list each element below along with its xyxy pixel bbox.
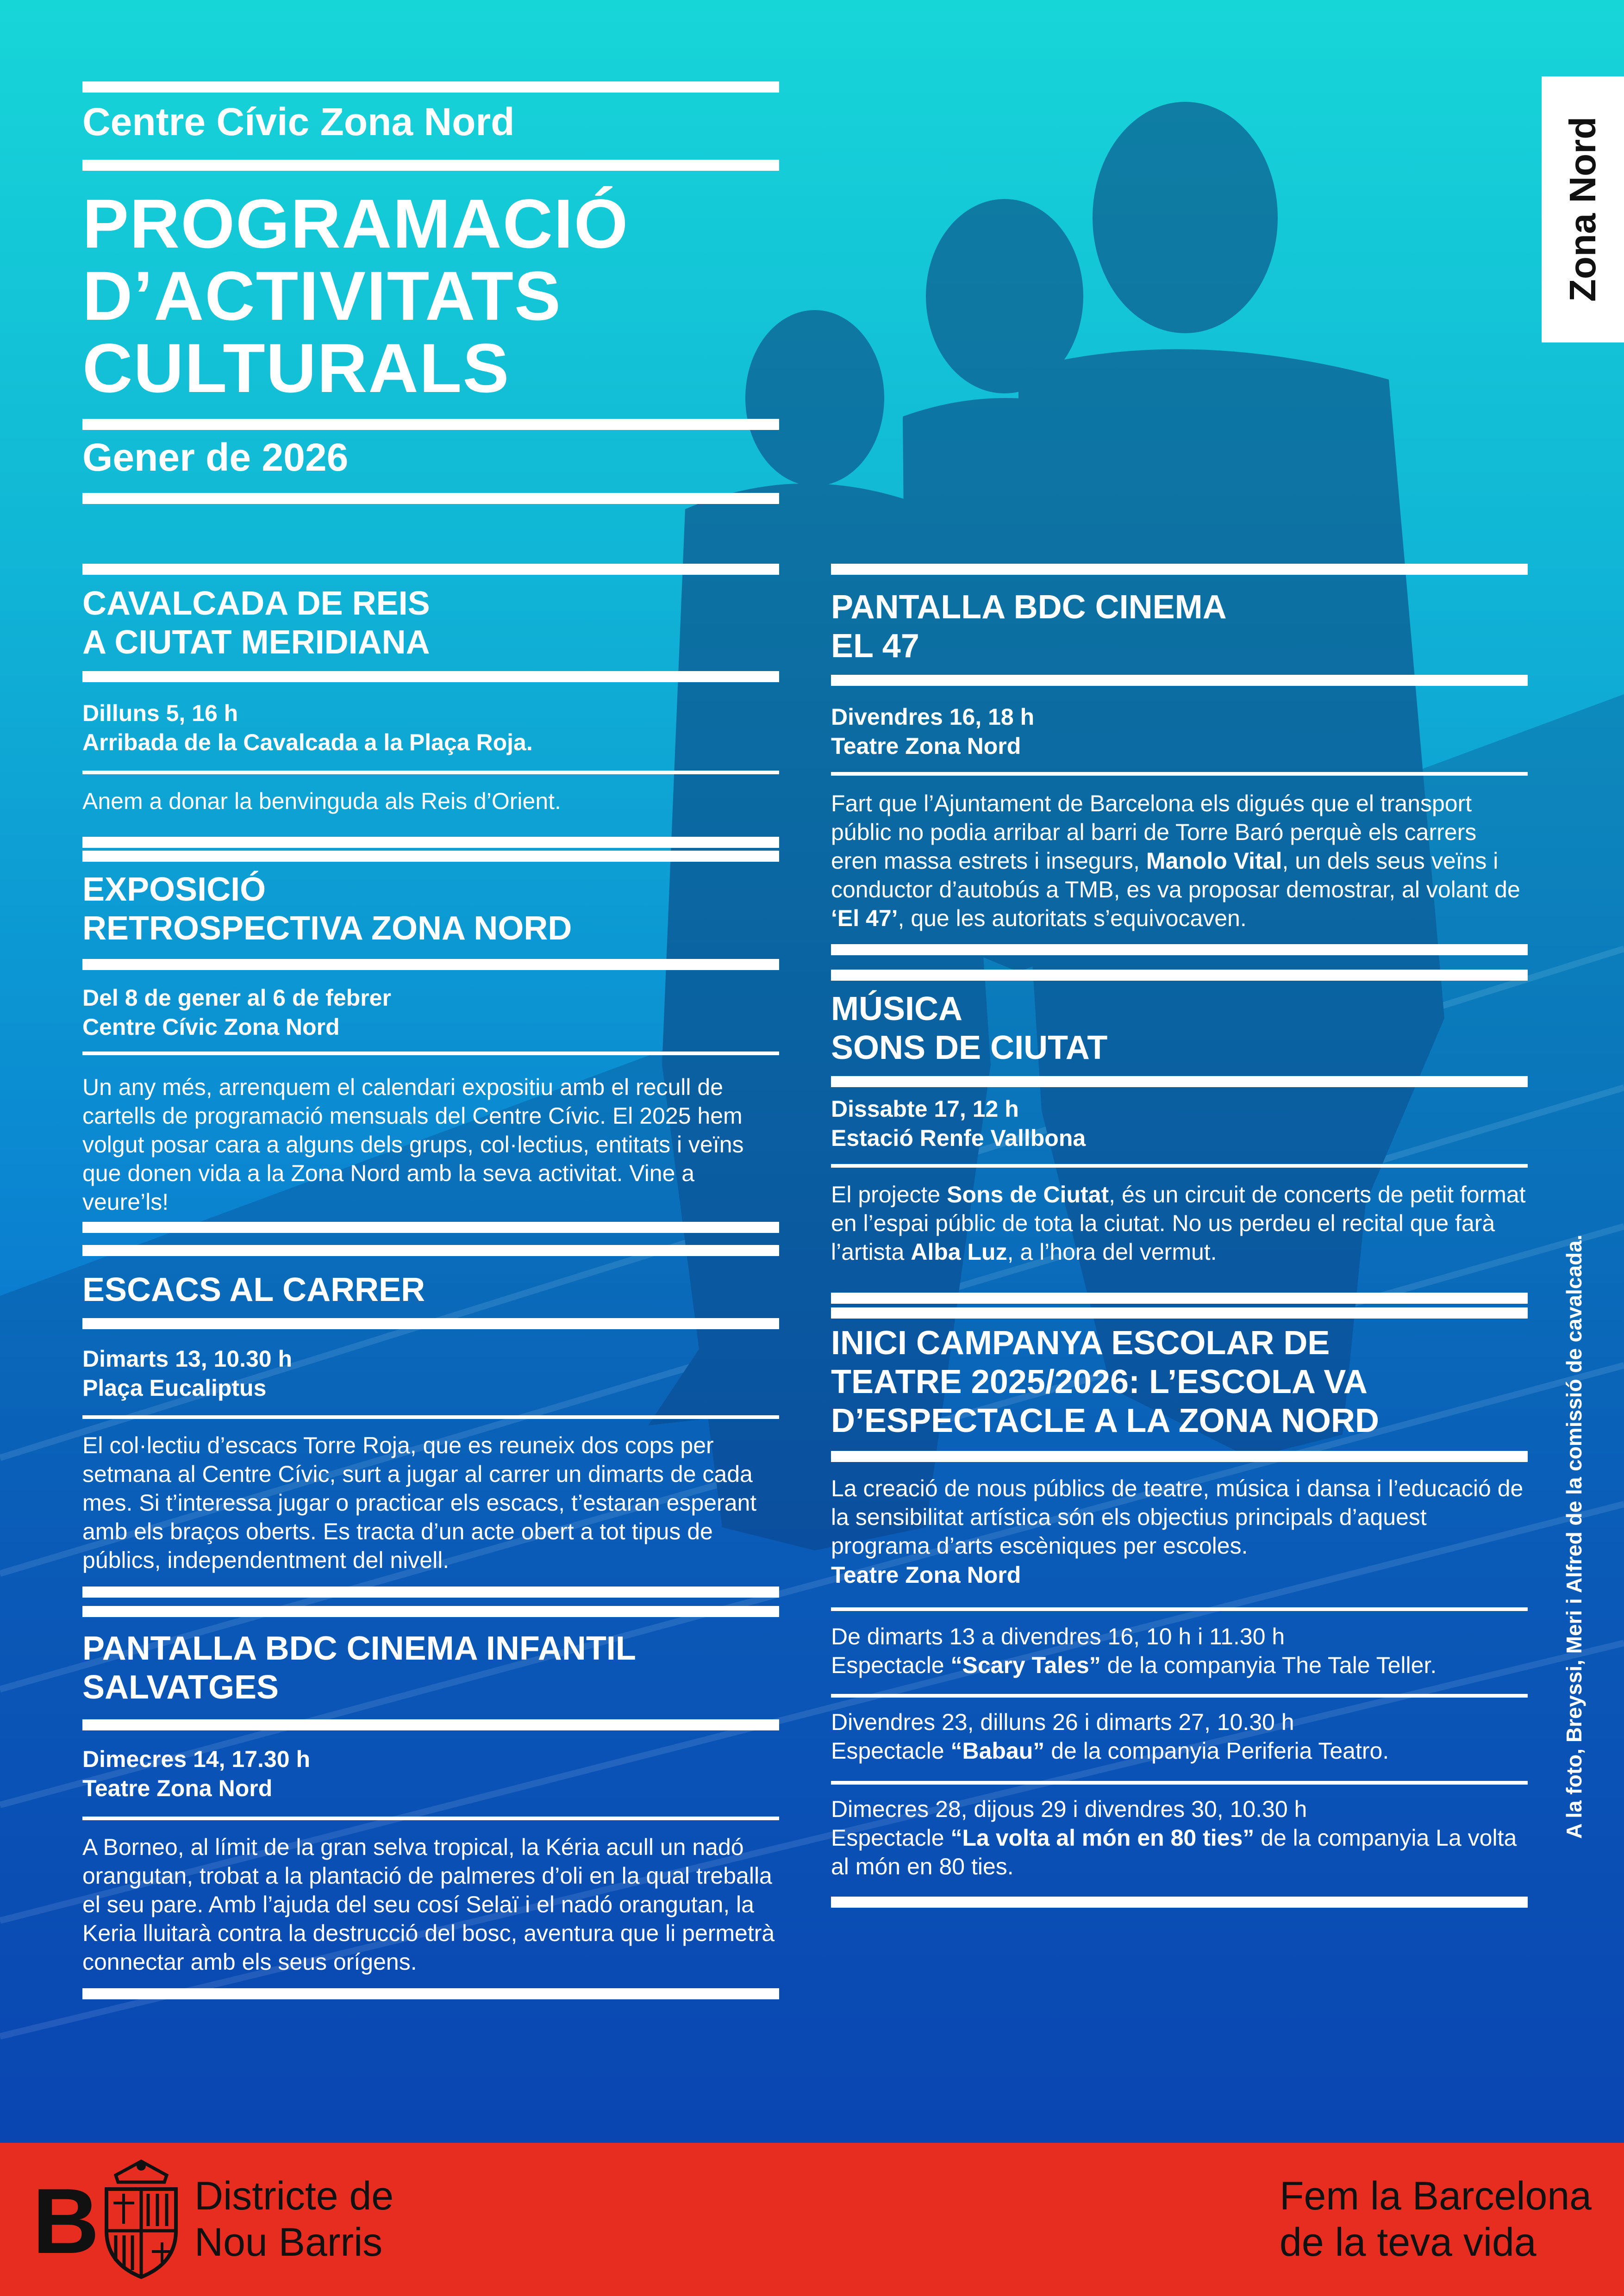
event-divider <box>831 1164 1528 1168</box>
footer <box>0 2143 1624 2296</box>
event-rule <box>831 944 1528 955</box>
event-rule <box>82 1245 779 1256</box>
photo-credit: A la foto, Breyssi, Meri i Alfred de la comissió de cavalcada. <box>1562 1234 1586 1839</box>
event-rule <box>831 1076 1528 1087</box>
event-rule <box>82 671 779 682</box>
event-title: ESCACS AL CARRER <box>82 1271 425 1308</box>
event-rule <box>82 1606 779 1617</box>
barcelona-shield-icon <box>97 2157 185 2282</box>
event-description: El col·lectiu d’escacs Torre Roja, que es reuneix dos cops per setmana al Centre Cívic, surt a jugar al carrer un dimarts de cada mes. Si t’interessa jugar o practicar els escacs, t’estaran esperant amb els braços oberts. Es tracta d’un acte obert a tot tipus de públics, independentment del nivell. <box>82 1432 757 1573</box>
event-rule <box>831 1307 1528 1319</box>
event-description: El projecte Sons de Ciutat, és un circuit de concerts de petit format en l’espai públic de tota la ciutat. No us perdeu el recital que farà l’artista Alba Luz, a l’hora del vermut. <box>831 1182 1526 1265</box>
event-title: PANTALLA BDC CINEMA INFANTIL SALVATGES <box>82 1630 636 1706</box>
event-meta: Dilluns 5, 16 h Arribada de la Cavalcada a la Plaça Roja. <box>82 700 533 755</box>
header-rule <box>82 81 779 93</box>
show-dates: Divendres 23, dilluns 26 i dimarts 27, 10.30 h <box>831 1709 1294 1735</box>
header-rule <box>82 160 779 171</box>
event-divider <box>831 1694 1528 1698</box>
event-meta: Dimecres 14, 17.30 h Teatre Zona Nord <box>82 1746 310 1801</box>
event-title: PANTALLA BDC CINEMA EL 47 <box>831 589 1227 665</box>
event-rule <box>82 959 779 970</box>
side-tab-label: Zona Nord <box>1562 117 1603 302</box>
show-dates: De dimarts 13 a divendres 16, 10 h i 11.30 h <box>831 1624 1285 1649</box>
page-title: PROGRAMACIÓ D’ACTIVITATS CULTURALS <box>82 185 629 407</box>
event-description: Fart que l’Ajuntament de Barcelona els digués que el transport públic no podia arribar al barri de Torre Baró perquè els carrers eren massa estrets i insegurs, Manolo Vital, un dels seus veïns i conductor d’autobús a TMB, es va proposar demostrar, al volant de ‘El 47’, que les autoritats s’equivocaven. <box>831 790 1520 931</box>
event-rule <box>831 1293 1528 1304</box>
event-rule <box>82 1318 779 1329</box>
event-rule <box>82 564 779 575</box>
event-meta: Dissabte 17, 12 h Estació Renfe Vallbona <box>831 1096 1086 1151</box>
header-rule <box>82 493 779 504</box>
event-venue: Teatre Zona Nord <box>831 1562 1021 1588</box>
event-rule <box>82 1587 779 1598</box>
event-rule <box>831 1897 1528 1908</box>
event-rule <box>82 1988 779 1999</box>
event-meta: Del 8 de gener al 6 de febrer Centre Cívic Zona Nord <box>82 985 391 1040</box>
event-meta: Dimarts 13, 10.30 h Plaça Eucaliptus <box>82 1346 293 1401</box>
district-name: Districte de Nou Barris <box>194 2174 394 2265</box>
event-description: Un any més, arrenquem el calendari expositiu amb el recull de cartells de programació mensuals del Centre Cívic. El 2025 hem volgut posar cara a alguns dels grups, col·lectius, entitats i veïns que donen vida a la Zona Nord amb la seva activitat. Vine a veure’ls! <box>82 1074 744 1215</box>
event-rule <box>831 564 1528 575</box>
event-divider <box>831 772 1528 776</box>
show-dates: Dimecres 28, dijous 29 i divendres 30, 10.30 h <box>831 1796 1307 1822</box>
event-title: MÚSICA SONS DE CIUTAT <box>831 990 1108 1066</box>
event-divider <box>82 771 779 774</box>
event-rule <box>831 1451 1528 1462</box>
event-rule <box>82 1719 779 1730</box>
organization-name: Centre Cívic Zona Nord <box>82 100 515 143</box>
event-description: La creació de nous públics de teatre, música i dansa i l’educació de la sensibilitat artística són els objectius principals d’aquest programa d’arts escèniques per escoles. <box>831 1475 1524 1559</box>
event-meta: Divendres 16, 18 h Teatre Zona Nord <box>831 704 1035 759</box>
show-detail: Espectacle “Babau” de la companyia Periferia Teatro. <box>831 1738 1389 1764</box>
show-detail: Espectacle “Scary Tales” de la companyia The Tale Teller. <box>831 1652 1437 1678</box>
event-title: EXPOSICIÓ RETROSPECTIVA ZONA NORD <box>82 871 572 947</box>
month-label: Gener de 2026 <box>82 436 349 479</box>
event-divider <box>82 1052 779 1055</box>
event-rule <box>831 675 1528 686</box>
logo-letter: B <box>32 2170 100 2273</box>
event-divider <box>831 1781 1528 1785</box>
event-rule <box>82 851 779 862</box>
show-detail: Espectacle “La volta al món en 80 ties” de la companyia La volta al món en 80 ties. <box>831 1825 1517 1879</box>
event-divider <box>82 1415 779 1419</box>
event-rule <box>82 837 779 848</box>
event-rule <box>831 970 1528 981</box>
event-title: INICI CAMPANYA ESCOLAR DE TEATRE 2025/2026: L’ESCOLA VA D’ESPECTACLE A LA ZONA NORD <box>831 1325 1379 1439</box>
slogan: Fem la Barcelona de la teva vida <box>1280 2174 1592 2265</box>
header-rule <box>82 419 779 430</box>
event-description: A Borneo, al límit de la gran selva tropical, la Kéria acull un nadó orangutan, trobat a la plantació de palmeres d’oli en la qual treballa el seu pare. Amb l’ajuda del seu cosí Selaï i el nadó orangutan, la Keria lluitarà contra la destrucció del bosc, aventura que li permetrà connectar amb els seus orígens. <box>82 1834 775 1975</box>
event-rule <box>82 1222 779 1233</box>
event-divider <box>831 1607 1528 1611</box>
event-title: CAVALCADA DE REIS A CIUTAT MERIDIANA <box>82 585 430 661</box>
event-divider <box>82 1817 779 1820</box>
event-description: Anem a donar la benvinguda als Reis d’Orient. <box>82 788 561 814</box>
